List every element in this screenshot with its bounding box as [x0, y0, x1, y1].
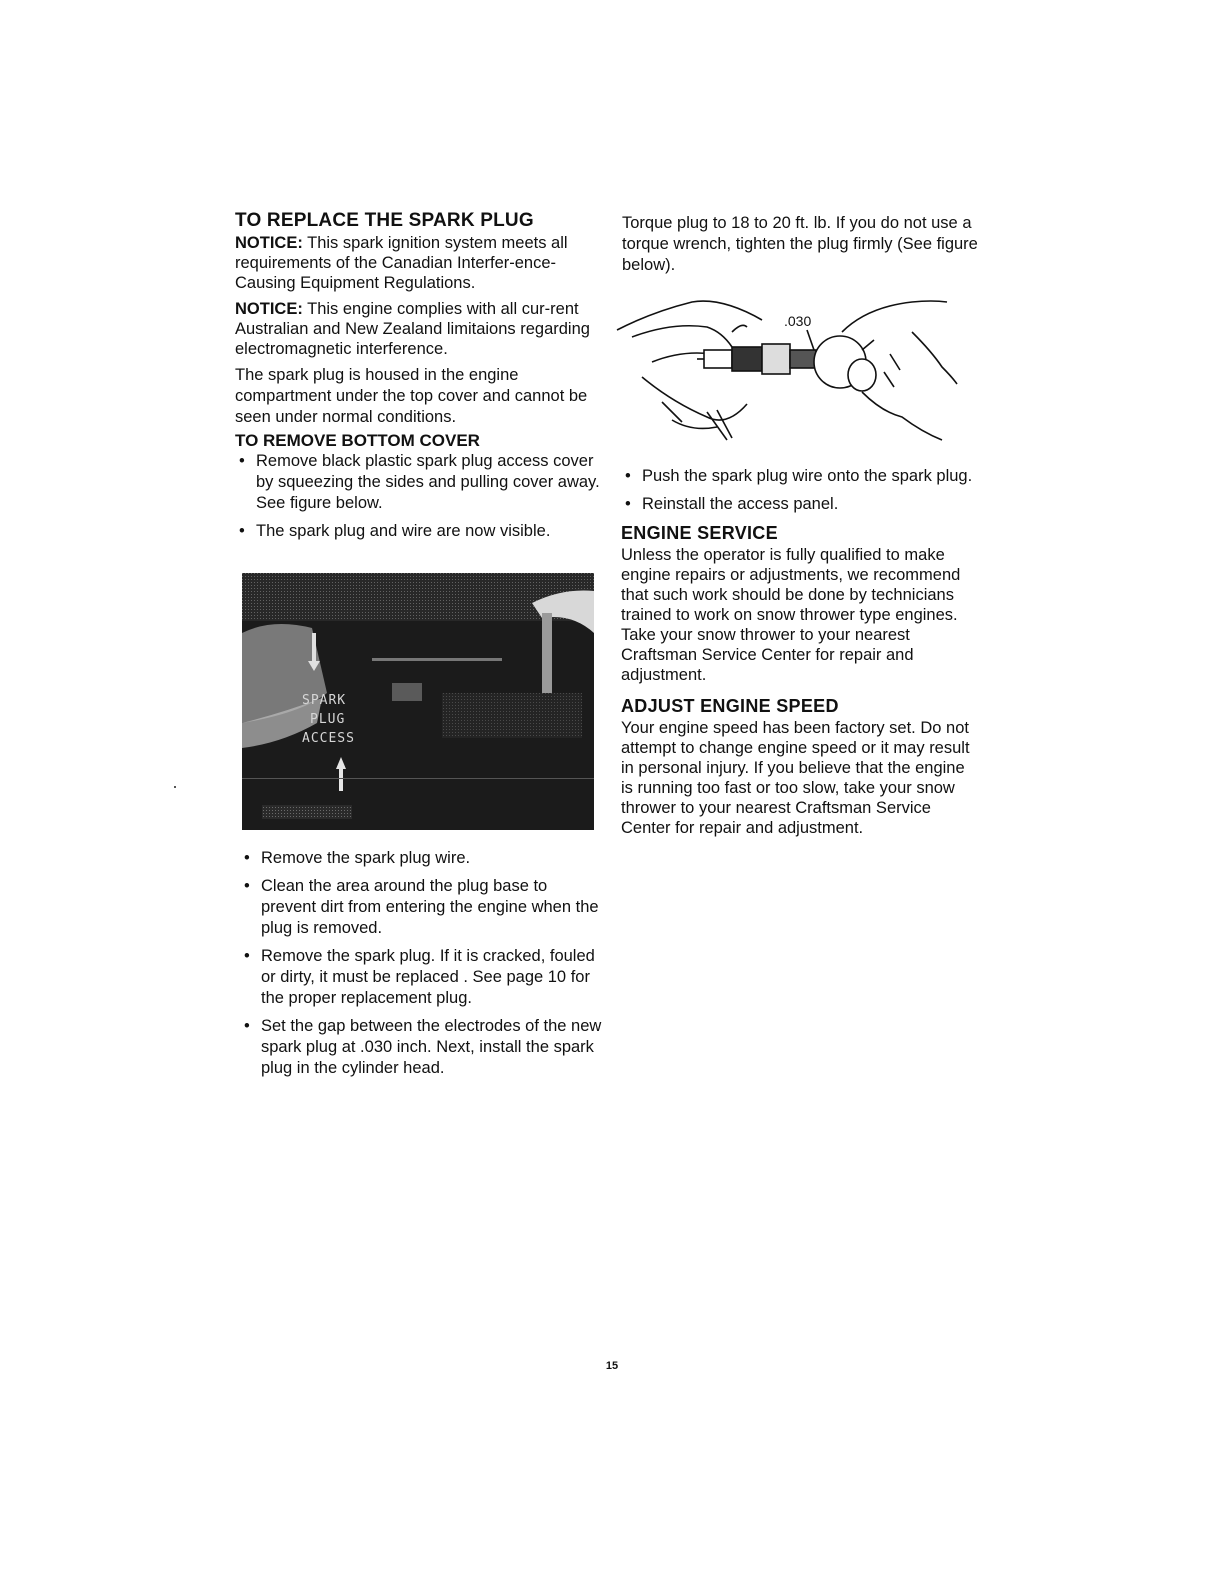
section-title-engine-service: ENGINE SERVICE [621, 523, 778, 543]
photo-label-line: PLUG [310, 712, 346, 727]
list-item: • Reinstall the access panel. [621, 494, 981, 515]
subtitle-remove-bottom-cover: TO REMOVE BOTTOM COVER [235, 431, 480, 450]
page-speck [174, 786, 176, 788]
spark-plug-access-photo [242, 573, 594, 830]
left-column-lower [240, 848, 606, 1086]
notice-australian [235, 299, 607, 359]
list-item: • Set the gap between the electrodes of the new spark plug at .030 inch. Next, install the spark plug in the cylinder head. [240, 1016, 606, 1079]
right-column-lower [621, 466, 981, 844]
adjust-engine-speed-paragraph: Your engine speed has been factory set. Do not attempt to change engine speed or it may result in personal injury. If you believe that the engine is running too fast or too slow, take your snow thrower to your nearest Craftsman Service Center for repair and adjustment. [621, 719, 970, 837]
list-item: • Remove black plastic spark plug access cover by squeezing the sides and pulling cover away. See figure below. [235, 451, 607, 514]
notice-label: NOTICE: [235, 234, 303, 252]
notice-label: NOTICE: [235, 300, 303, 318]
gap-label: .030 [784, 313, 812, 329]
gap-drawing [612, 292, 962, 444]
photo-label-line: ACCESS [302, 731, 355, 746]
spark-plug-gap-illustration [612, 292, 962, 444]
housing-paragraph: The spark plug is housed in the engine compartment under the top cover and cannot be seen under normal conditions. [235, 366, 588, 426]
notice-text: This engine complies with all cur-rent Australian and New Zealand limitaions regarding electromagnetic interference. [235, 300, 590, 358]
engine-service-paragraph: Unless the operator is fully qualified to make engine repairs or adjustments, we recommend that such work should be done by technicians trained to work on snow thrower type engines. Take your snow thrower to your nearest Craftsman Service Center for repair and adjustment. [621, 546, 961, 684]
list-item: • Remove the spark plug wire. [240, 848, 606, 869]
photo-illustration [242, 573, 594, 830]
right-column-top [622, 213, 980, 282]
page-number: 15 [605, 1360, 619, 1372]
notice-text: This spark ignition system meets all requirements of the Canadian Interfer-ence-Causing Equipment Regulations. [235, 234, 568, 292]
section-title-replace-spark-plug: TO REPLACE THE SPARK PLUG [235, 210, 534, 231]
bullet-list-top [235, 451, 607, 542]
bullet-list-right [621, 466, 981, 515]
left-column [235, 210, 607, 549]
bullet-list-bottom [240, 848, 606, 1079]
photo-label [302, 691, 355, 748]
list-item: • Push the spark plug wire onto the spark plug. [621, 466, 981, 487]
notice-canadian [235, 233, 607, 293]
torque-paragraph: Torque plug to 18 to 20 ft. lb. If you do not use a torque wrench, tighten the plug firmly (See figure below). [622, 214, 978, 274]
section-title-adjust-engine-speed: ADJUST ENGINE SPEED [621, 696, 839, 716]
photo-label-line: SPARK [302, 693, 347, 708]
list-item: • Remove the spark plug. If it is cracked, fouled or dirty, it must be replaced . See page 10 for the proper replacement plug. [240, 946, 606, 1009]
list-item: • The spark plug and wire are now visible. [235, 521, 607, 542]
list-item: • Clean the area around the plug base to prevent dirt from entering the engine when the plug is removed. [240, 876, 606, 939]
